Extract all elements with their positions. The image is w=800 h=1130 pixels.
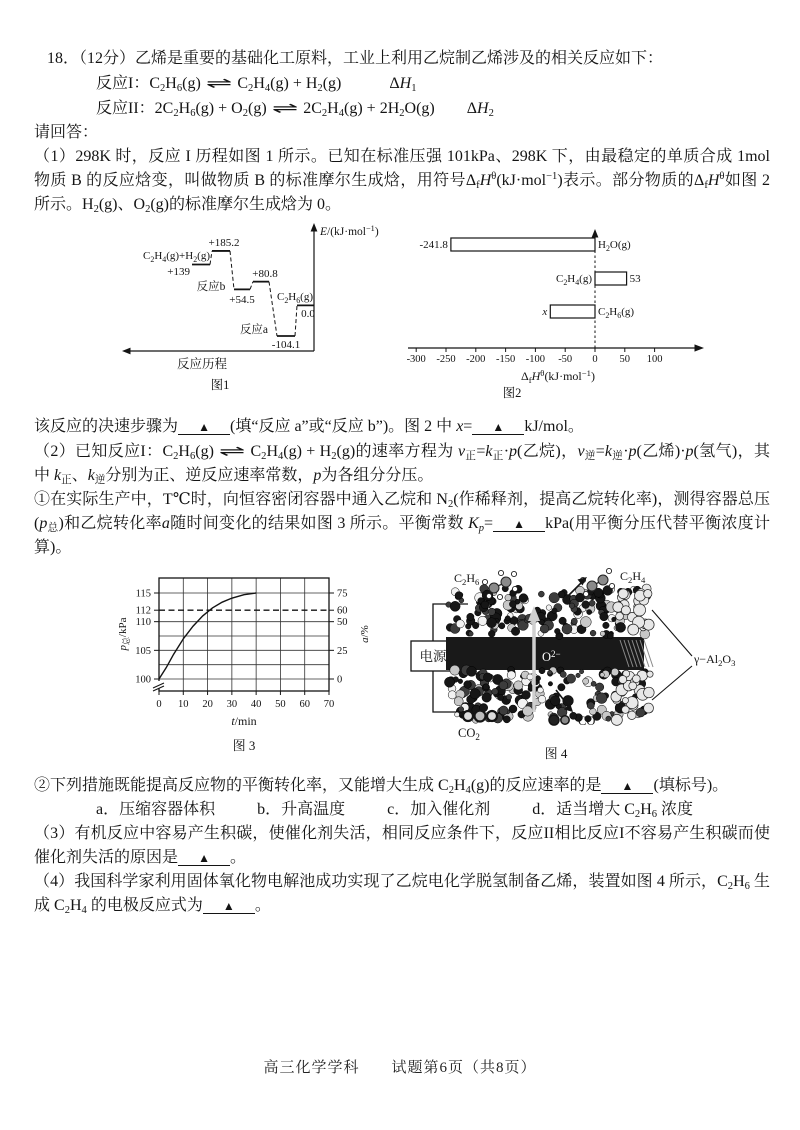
svg-text:53: 53 [629, 273, 641, 285]
svg-text:ΔfHθ(kJ·mol−1): $\Delta_fH^\theta(kJ\cdot mol^{-1})$ [521, 368, 595, 386]
reaction-equation-1: 反应I：$C_2H_6(g)$ ⇌ $C_2H_4(g) + H_2(g)$ $\Delta H_1$ [96, 74, 417, 95]
svg-text:图1: 图1 [210, 378, 230, 392]
svg-text:t/min: t/min [231, 714, 257, 728]
part-2-sub1-text: ①在实际生产中，T℃时，向恒容密闭容器中通入乙烷和 $N_2$(作稀释剂，提高乙烷转化率)，测得容器总压$(p_总)$和乙烷转化率a随时间变化的结果如图 3 所示。平衡常数 $K_p=$ ▲ kPa(用平衡分压代替平衡浓度计算)。 [34, 491, 770, 556]
svg-text:反应a: 反应a [239, 324, 269, 336]
page-footer: 高三化学学科 试题第6页（共8页） [263, 1060, 537, 1076]
svg-text:-241.8: -241.8 [419, 239, 448, 251]
answer-prompt: 请回答： [34, 124, 99, 141]
option-b: b．升高温度 [257, 801, 346, 818]
svg-text:+185.2: +185.2 [208, 237, 240, 249]
part-1-question: 该反应的决速步骤为 ▲ (填“反应 a”或“反应 b”)。图 2 中 x= ▲ kJ/mol。 [34, 418, 584, 435]
figure-4-electrolysis-cell-diagram [406, 564, 766, 772]
svg-text:-104.1: -104.1 [271, 339, 301, 351]
svg-text:x: x [542, 306, 548, 318]
svg-text:100: 100 [135, 674, 151, 686]
svg-text:105: 105 [135, 645, 151, 657]
svg-text:C2H4(g)+H2(g): $C_2H_4(g)+H_2(g)$ [143, 250, 210, 265]
svg-text:60: 60 [337, 605, 348, 617]
svg-text:50: 50 [337, 617, 348, 629]
svg-text:a/%: a/% [359, 625, 371, 643]
svg-text:p总/kPa: $p_总$/kPa [117, 617, 132, 651]
figure-1-energy-diagram [84, 221, 396, 413]
svg-text:-50: -50 [558, 354, 573, 365]
svg-text:C2H4(g): $C_2H_4(g)$ [555, 273, 592, 288]
svg-text:-200: -200 [466, 354, 486, 365]
svg-text:C2H6(g): $C_2H_6(g)$ [276, 291, 313, 306]
svg-text:60: 60 [299, 699, 310, 710]
svg-text:0: 0 [592, 354, 598, 365]
svg-text:-300: -300 [406, 354, 426, 365]
svg-text:反应b: 反应b [196, 281, 226, 293]
question-stem: 18．（12分）乙烯是重要的基础化工原料，工业上利用乙烷制乙烯涉及的相关反应如下： [47, 50, 664, 67]
svg-text:100: 100 [646, 354, 663, 365]
part-1-text: （1）298K 时，反应 I 历程如图 1 所示。已知在标准压强 101kPa、298K 下，由最稳定的单质合成 1mol 物质 B 的反应焓变，叫做物质 B 的标准摩尔生成焓，用符号$\Delta_fH^\theta(kJ\cdot mol^{-1})$表示。部分物质的$\Delta_fH^\theta$如图 2 所示。$H_2(g)$、$O_2(g)$的标准摩尔生成焓为 0。 [34, 148, 770, 216]
svg-text:O2−: $O^{2-}$ [542, 649, 561, 664]
svg-text:E/(kJ·mol−1): E/(kJ·mol$^{-1}$) [320, 224, 379, 238]
figure-row-1 [84, 221, 770, 413]
svg-text:-100: -100 [525, 354, 546, 365]
svg-text:75: 75 [337, 588, 348, 600]
svg-text:CO2: $CO_2$ [458, 726, 480, 743]
figure-2-enthalpy-bar-chart [400, 221, 712, 407]
svg-text:图2: 图2 [502, 386, 522, 399]
part-4-text: （4）我国科学家利用固体氧化物电解池成功实现了乙烷电化学脱氢制备乙烯，装置如图 4 所示，$C_2H_6$ 生成 $C_2H_4$ 的电极反应式为 ▲ 。 [34, 873, 770, 917]
svg-text:50: 50 [275, 699, 286, 710]
svg-text:CO: CO [578, 714, 596, 728]
svg-text:-250: -250 [436, 354, 456, 365]
svg-text:C2H6(g): $C_2H_6(g)$ [598, 306, 635, 321]
part-3-text: （3）有机反应中容易产生积碳，使催化剂失活，相同反应条件下，反应II相比反应I不容易产生积碳而使催化剂失活的原因是 ▲ 。 [34, 825, 770, 866]
svg-text:0: 0 [156, 699, 162, 710]
svg-text:γ−Al2O3: $\gamma-Al_2O_3$ [694, 652, 736, 669]
svg-text:10: 10 [178, 699, 189, 710]
svg-text:112: 112 [135, 605, 151, 617]
svg-text:50: 50 [619, 354, 631, 365]
svg-text:30: 30 [226, 699, 238, 710]
svg-text:-150: -150 [495, 354, 516, 365]
svg-text:0: 0 [337, 674, 343, 686]
svg-text:20: 20 [202, 699, 213, 710]
svg-text:电源: 电源 [419, 649, 447, 664]
svg-text:反应历程: 反应历程 [176, 357, 228, 371]
option-c: c．加入催化剂 [387, 801, 491, 818]
svg-text:图 3: 图 3 [232, 738, 256, 753]
svg-text:40: 40 [250, 699, 262, 710]
svg-text:H2O(g): $H_2O(g)$ [598, 239, 631, 254]
option-list [34, 798, 770, 822]
svg-text:25: 25 [337, 645, 348, 657]
svg-text:115: 115 [135, 588, 151, 600]
part-2-sub2-text: ②下列措施既能提高反应物的平衡转化率，又能增大生成 $C_2H_4(g)$的反应速率的是 ▲ (填标号)。 [34, 777, 729, 797]
svg-text:+139: +139 [167, 266, 190, 278]
option-d: d．适当增大 $C_2H_6$ 浓度 [532, 801, 694, 821]
option-a: a．压缩容器体积 [96, 801, 216, 818]
question-18 [34, 46, 770, 918]
svg-text:C2H6: $C_2H_6$ [454, 571, 480, 588]
svg-text:110: 110 [135, 617, 151, 629]
reaction-equation-2: 反应II：$2C_2H_6(g) + O_2(g)$ ⇌ $2C_2H_4(g) + 2H_2O(g)$ $\Delta H_2$ [96, 99, 494, 120]
svg-text:0.0: 0.0 [301, 308, 315, 320]
svg-text:C2H4: $C_2H_4$ [620, 569, 646, 586]
svg-text:图 4: 图 4 [544, 746, 568, 761]
svg-text:+54.5: +54.5 [229, 294, 255, 306]
figure-3-pressure-conversion-chart [104, 564, 392, 768]
part-2-text: （2）已知反应I：$C_2H_6(g)$ ⇌ $C_2H_4(g) + H_2(g)$的速率方程为 $v_正=k_正\cdot p$(乙烷)，$v_逆=k_逆\cdot p$(乙烯)·p(氢气)，其中 $k_正$、$k_逆$分别为正、逆反应速率常数，p为各组分分压。 [34, 442, 770, 487]
figure-row-2 [104, 564, 770, 772]
svg-text:70: 70 [323, 699, 335, 710]
svg-text:+80.8: +80.8 [252, 268, 278, 280]
